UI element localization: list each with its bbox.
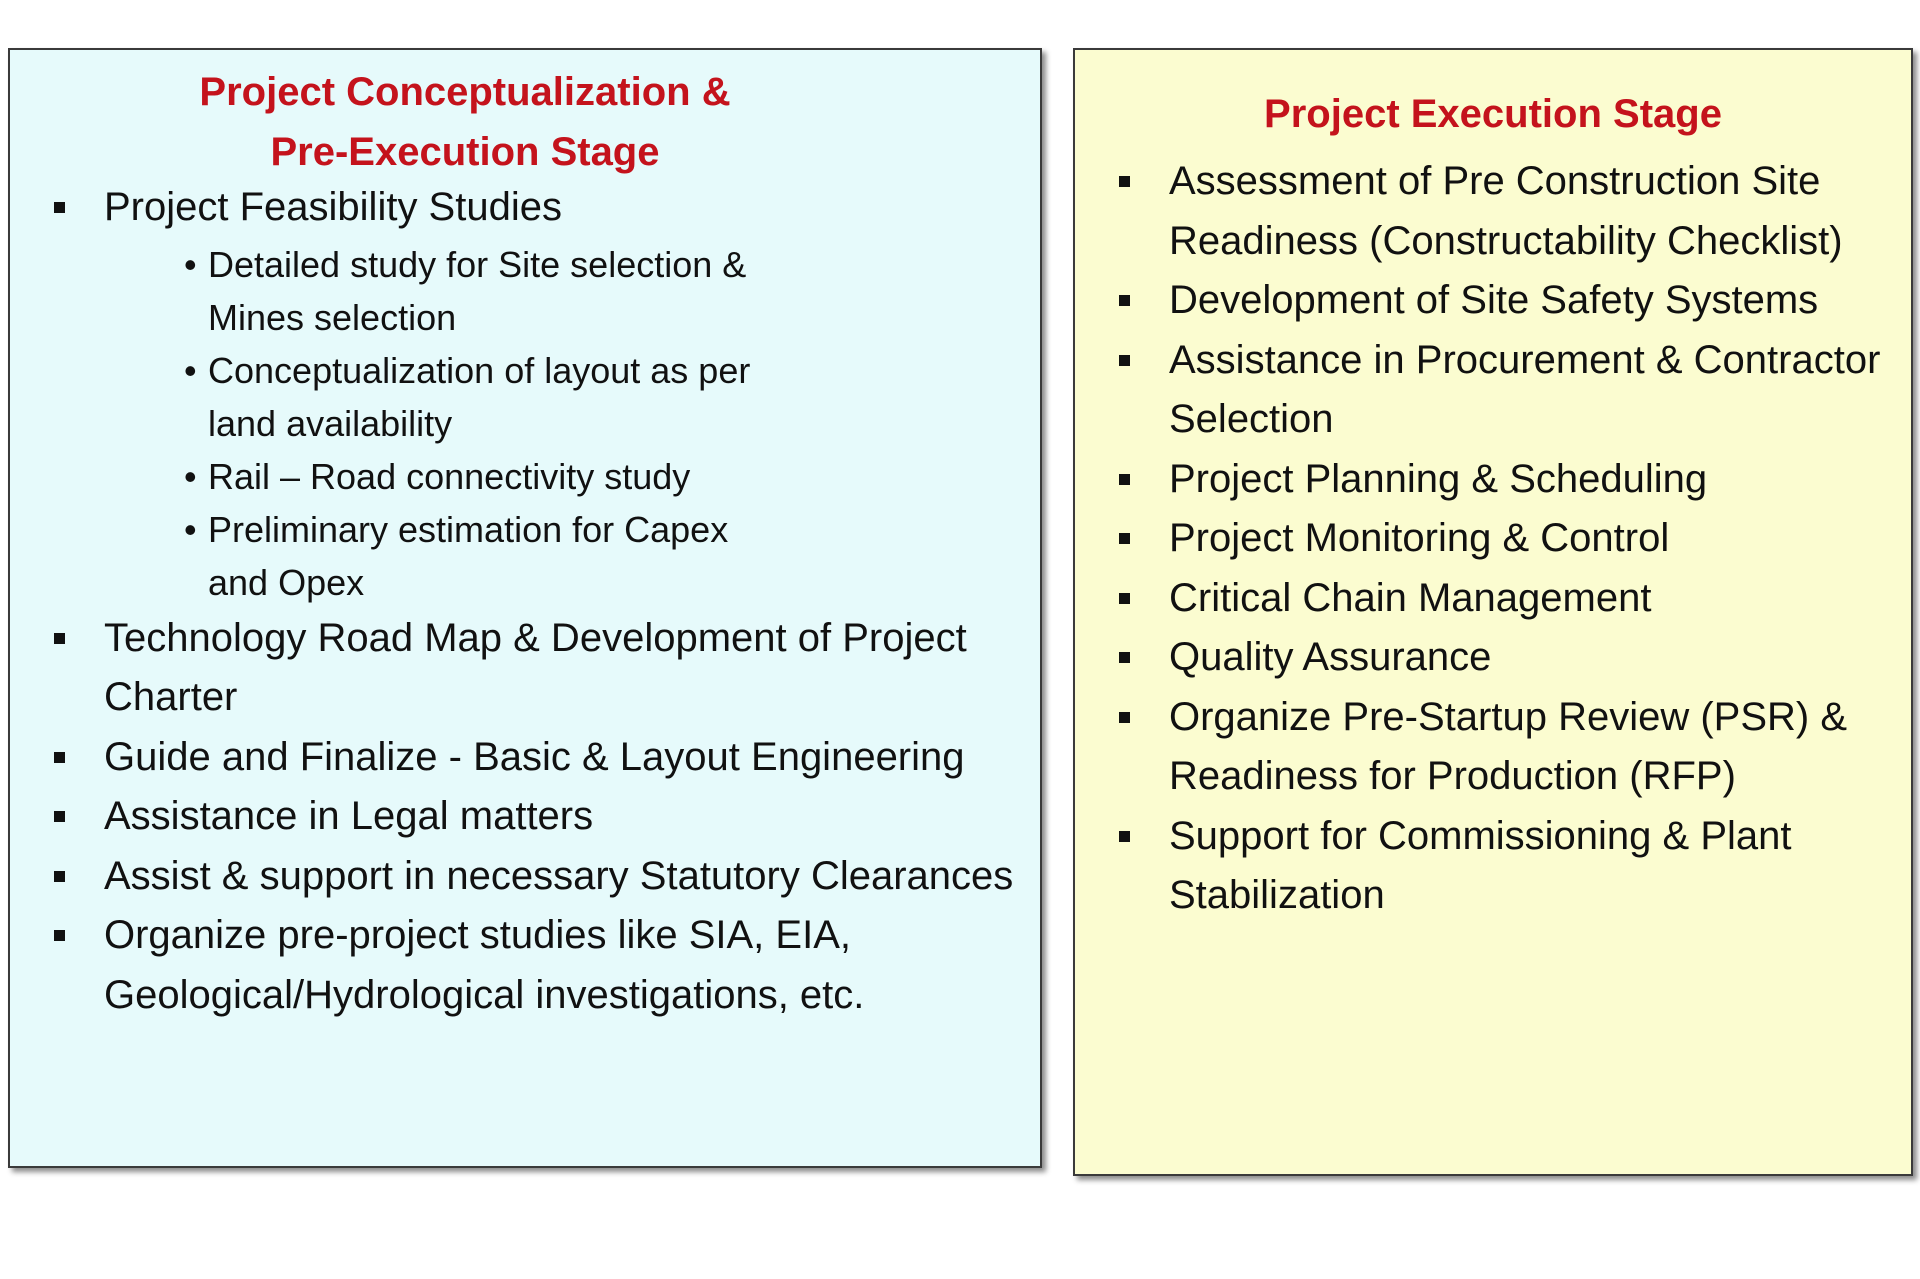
list-item-text: Project Monitoring & Control (1169, 516, 1670, 560)
list-item-text: Project Planning & Scheduling (1169, 456, 1708, 501)
list-item (1119, 688, 1899, 807)
square-bullet-icon (54, 930, 65, 941)
square-bullet-icon (1119, 474, 1130, 485)
list-item (54, 847, 1014, 907)
square-bullet-icon (54, 752, 65, 763)
list-item-text: Assistance in Legal matters (104, 794, 594, 838)
feasibility-sub-list (104, 238, 1014, 609)
sub-list-item-text: Rail – Road connectivity study (208, 455, 691, 497)
pre-execution-title (0, 62, 960, 182)
sub-list-item (184, 450, 768, 503)
square-bullet-icon (1119, 176, 1130, 187)
execution-title: Project Execution Stage (1264, 92, 1722, 136)
list-item (1119, 509, 1899, 569)
list-item (54, 178, 1014, 609)
list-item-text: Critical Chain Management (1169, 575, 1652, 620)
square-bullet-icon (1119, 355, 1130, 366)
list-item (54, 609, 1014, 728)
list-item-text: Assessment of Pre Construction Site Readiness (Constructability Checklist) (1169, 159, 1843, 263)
pre-execution-title-line1: Project Conceptualization & (199, 70, 731, 114)
execution-list (1119, 152, 1899, 926)
sub-list-item (184, 238, 768, 344)
square-bullet-icon (1119, 652, 1130, 663)
sub-list-item-text: Preliminary estimation for Capex and Opex (208, 508, 729, 603)
list-item (1119, 331, 1899, 450)
dot-bullet-icon: • (184, 508, 197, 550)
square-bullet-icon (54, 202, 65, 213)
list-item-text: Project Feasibility Studies (104, 185, 562, 229)
list-item-text: Organize Pre-Startup Review (PSR) & Readiness for Production (RFP) (1169, 694, 1848, 798)
square-bullet-icon (1119, 533, 1130, 544)
list-item (1119, 152, 1899, 271)
dot-bullet-icon: • (184, 349, 197, 391)
square-bullet-icon (1119, 295, 1130, 306)
list-item (54, 728, 1014, 788)
sub-list-item-text: Conceptualization of layout as per land availability (208, 349, 751, 444)
sub-list-item (184, 503, 768, 609)
list-item-text: Development of Site Safety Systems (1169, 278, 1819, 322)
square-bullet-icon (1119, 593, 1130, 604)
pre-execution-title-line2: Pre-Execution Stage (270, 130, 660, 174)
dot-bullet-icon: • (184, 243, 197, 285)
list-item-text: Assist & support in necessary Statutory Clearances (104, 853, 1014, 898)
pre-execution-list (54, 178, 1014, 1025)
square-bullet-icon (54, 811, 65, 822)
list-item (1119, 807, 1899, 926)
list-item (1119, 628, 1899, 688)
list-item-text: Technology Road Map & Development of Project Charter (104, 615, 967, 719)
list-item-text: Assistance in Procurement & Contractor Selection (1169, 337, 1881, 441)
dot-bullet-icon: • (184, 455, 197, 497)
list-item-text: Quality Assurance (1169, 635, 1492, 679)
square-bullet-icon (1119, 712, 1130, 723)
pre-execution-panel (8, 48, 1042, 1168)
execution-panel (1073, 48, 1913, 1176)
list-item-text: Organize pre-project studies like SIA, EIA, Geological/Hydrological investigations, etc. (104, 913, 865, 1017)
sub-list-item (184, 344, 768, 450)
square-bullet-icon (54, 633, 65, 644)
list-item (1119, 569, 1899, 629)
list-item-text: Support for Commissioning & Plant Stabilization (1169, 813, 1792, 917)
list-item (54, 906, 1014, 1025)
list-item-text: Guide and Finalize - Basic & Layout Engineering (104, 734, 965, 779)
list-item (1119, 271, 1899, 331)
list-item (54, 787, 1014, 847)
square-bullet-icon (54, 871, 65, 882)
square-bullet-icon (1119, 831, 1130, 842)
list-item (1119, 450, 1899, 510)
sub-list-item-text: Detailed study for Site selection & Mines selection (208, 243, 747, 338)
